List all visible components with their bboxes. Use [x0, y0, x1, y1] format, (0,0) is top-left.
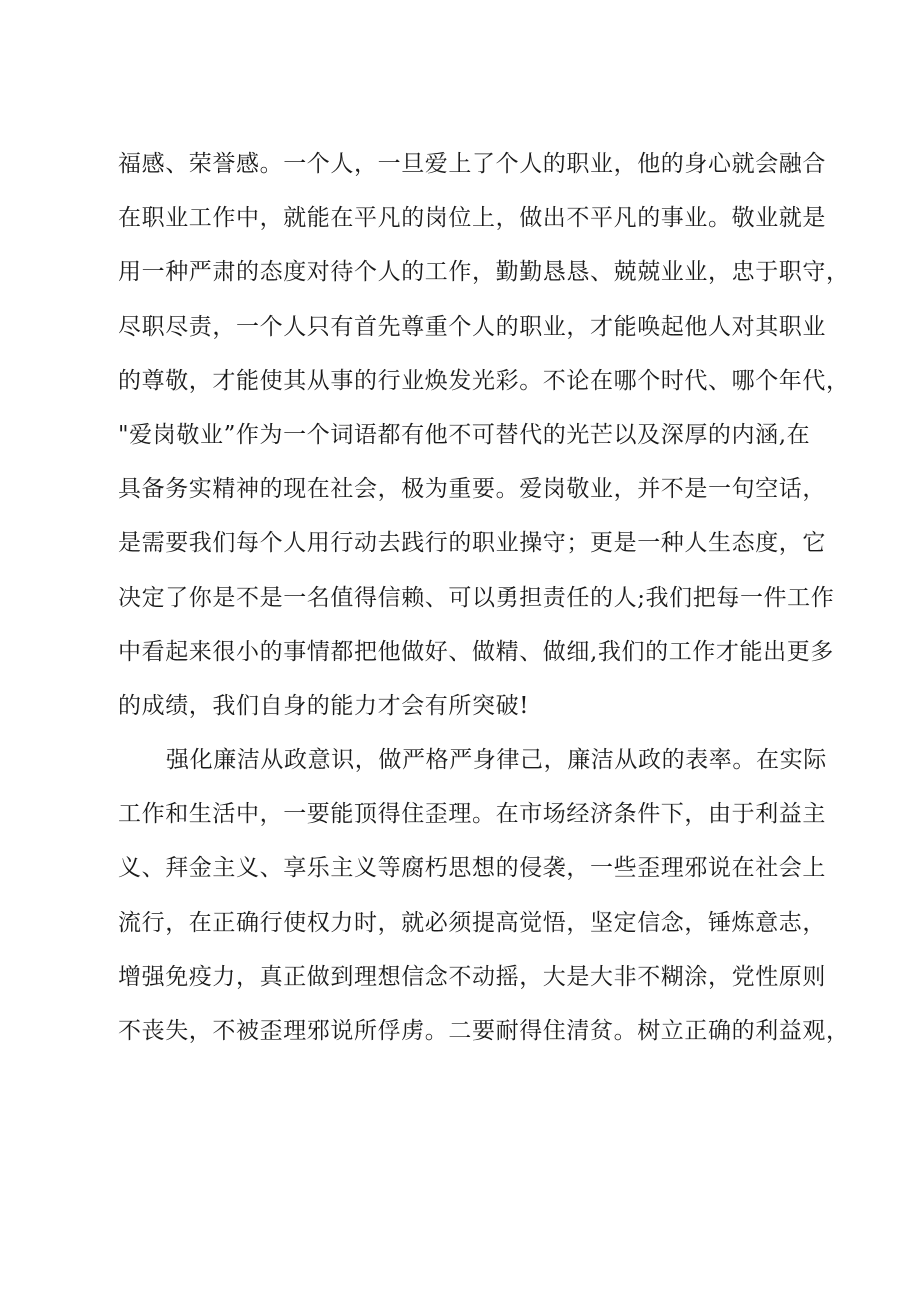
text-line: 具备务实精神的现在社会，极为重要。爱岗敬业，并不是一句空话，: [118, 476, 826, 503]
text-line: 强化廉洁从政意识，做严格严身律己，廉洁从政的表率。在实际: [166, 747, 827, 774]
text-line: 尽职尽责，一个人只有首先尊重个人的职业，才能唤起他人对其职业: [118, 313, 826, 340]
text-line: 福感、荣誉感。一个人，一旦爱上了个人的职业，他的身心就会融合: [118, 151, 826, 177]
paragraph-1: [118, 144, 850, 740]
text-line: 流行，在正确行使权力时，就必须提高觉悟，坚定信念，锤炼意志，: [118, 909, 826, 936]
text-line: 增强免疫力，真正做到理想信念不动摇，大是大非不糊涂，党性原则: [118, 963, 826, 990]
text-line: 是需要我们每个人用行动去践行的职业操守；更是一种人生态度，它: [118, 530, 826, 557]
text-line: 用一种严肃的态度对待个人的工作，勤勤恳恳、兢兢业业，忠于职守，: [118, 259, 850, 286]
text-line: 工作和生活中，一要能顶得住歪理。在市场经济条件下，由于利益主: [118, 801, 826, 828]
text-line: 的尊敬，才能使其从事的行业焕发光彩。不论在哪个时代、哪个年代，: [118, 367, 850, 394]
text-line: 中看起来很小的事情都把他做好、做精、做细,我们的工作才能出更多: [118, 638, 834, 665]
text-line: 决定了你是不是一名值得信赖、可以勇担责任的人;我们把每一件工作: [118, 584, 835, 611]
text-line: 不丧失，不被歪理邪说所俘虏。二要耐得住清贫。树立正确的利益观，: [118, 1018, 850, 1044]
text-line: 义、拜金主义、享乐主义等腐朽思想的侵袭，一些歪理邪说在社会上: [118, 855, 826, 882]
document-body: [118, 144, 850, 1065]
text-line: 在职业工作中，就能在平凡的岗位上，做出不平凡的事业。敬业就是: [118, 205, 826, 232]
text-line: "爱岗敬业”作为一个词语都有他不可替代的光芒以及深厚的内涵,在: [118, 421, 811, 448]
text-line: 的成绩，我们自身的能力才会有所突破!: [118, 692, 530, 719]
paragraph-2: [118, 740, 850, 1065]
